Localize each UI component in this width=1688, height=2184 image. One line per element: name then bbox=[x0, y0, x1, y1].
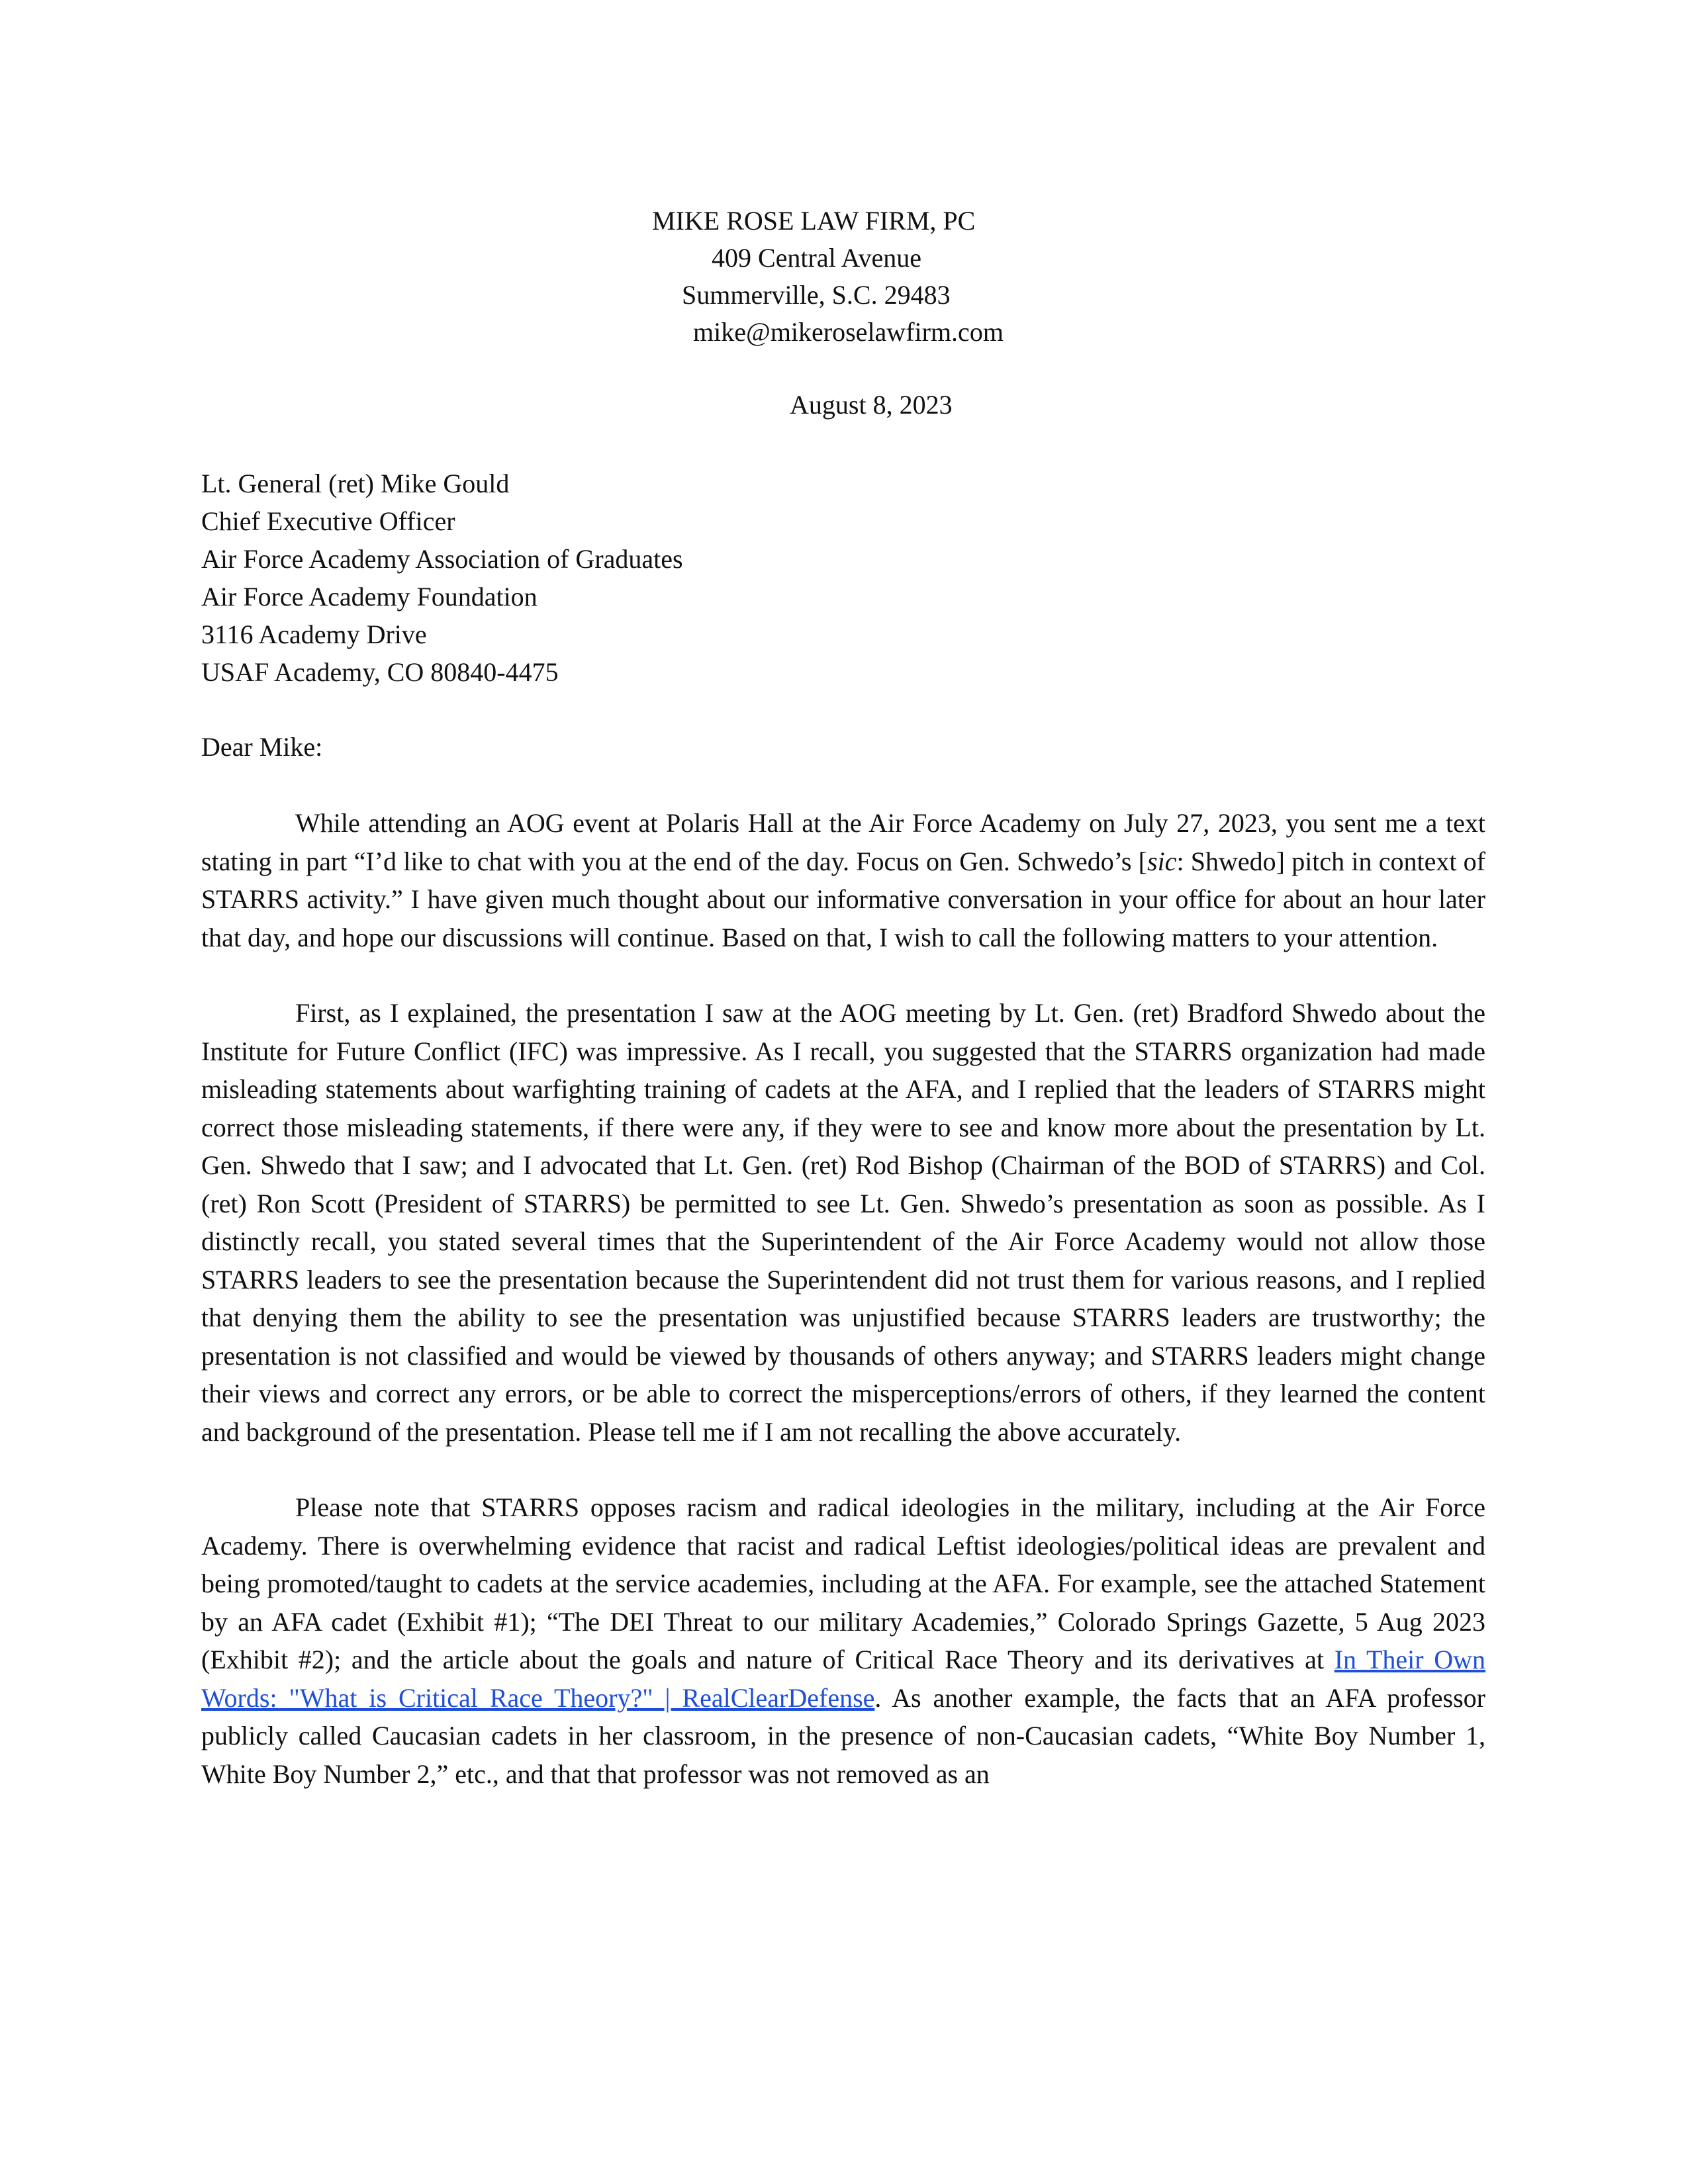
recipient-city: USAF Academy, CO 80840-4475 bbox=[201, 657, 559, 687]
recipient-organization: Air Force Academy Association of Graduates bbox=[201, 544, 683, 574]
recipient-address bbox=[201, 465, 683, 691]
paragraph-3 bbox=[201, 1488, 1485, 1793]
recipient-street: 3116 Academy Drive bbox=[201, 619, 427, 649]
firm-street: 409 Central Avenue bbox=[712, 243, 921, 273]
firm-email: mike@mikeroselawfirm.com bbox=[693, 317, 1004, 347]
sic-notation: sic bbox=[1147, 846, 1177, 876]
salutation: Dear Mike: bbox=[201, 732, 323, 762]
paragraph-1-text-b: : Shwedo] pitch in context of STARRS activity.” I have given much thought about our informative conversation in your office for about an hour later that day, and hope our discussions will continue. Based on that, I wish to call the following matters to your attention. bbox=[201, 846, 1485, 952]
recipient-name: Lt. General (ret) Mike Gould bbox=[201, 469, 510, 498]
paragraph-1 bbox=[201, 804, 1485, 956]
paragraph-2: First, as I explained, the presentation I saw at the AOG meeting by Lt. Gen. (ret) Bradford Shwedo about the Institute for Future Conflict (IFC) was impressive. As I recall, you suggested that the STARRS organization had made misleading statements about warfighting training of cadets at the AFA, and I replied that the leaders of STARRS might correct those misleading statements, if there were any, if they were to see and know more about the presentation by Lt. Gen. Shwedo that I saw; and I advocated that Lt. Gen. (ret) Rod Bishop (Chairman of the BOD of STARRS) and Col. (ret) Ron Scott (President of STARRS) be permitted to see Lt. Gen. Shwedo’s presentation as soon as possible. As I distinctly recall, you stated several times that the Superintendent of the Air Force Academy would not allow those STARRS leaders to see the presentation because the Superintendent did not trust them for various reasons, and I replied that denying them the ability to see the presentation was unjustified because STARRS leaders are trustworthy; the presentation is not classified and would be viewed by thousands of others anyway; and STARRS leaders might change their views and correct any errors, or be able to correct the misperceptions/errors of others, if they learned the content and background of the presentation. Please tell me if I am not recalling the above accurately. bbox=[201, 998, 1485, 1447]
paragraph-1-text-a: While attending an AOG event at Polaris Hall at the Air Force Academy on July 27, 2023, you sent me a text stating in part “I’d like to chat with you at the end of the day. Focus on Gen. Schwedo’s [ bbox=[201, 808, 1485, 876]
paragraph-3-text-b: . As another example, the facts that an AFA professor publicly called Caucasian cadets in her classroom, in the presence of non-Caucasian cadets, “White Boy Number 1, White Boy Number 2,” etc., and that that professor was not removed as an bbox=[201, 1682, 1485, 1789]
recipient-organization-2: Air Force Academy Foundation bbox=[201, 582, 538, 612]
firm-name: MIKE ROSE LAW FIRM, PC bbox=[652, 206, 976, 236]
letter-body bbox=[201, 804, 1485, 1831]
paragraph-3-text-a: Please note that STARRS opposes racism and radical ideologies in the military, including at the Air Force Academy. There is overwhelming evidence that racist and radical Leftist ideologies/political ideas are prevalent and being promoted/taught to cadets at the service academies, including at the AFA. For example, see the attached Statement by an AFA cadet (Exhibit #1); “The DEI Threat to our military Academies,” Colorado Springs Gazette, 5 Aug 2023 (Exhibit #2); and the article about the goals and nature of Critical Race Theory and its derivatives at bbox=[201, 1492, 1485, 1674]
recipient-title: Chief Executive Officer bbox=[201, 506, 455, 536]
firm-city: Summerville, S.C. 29483 bbox=[682, 280, 951, 310]
crt-article-link[interactable]: In Their Own Words: "What is Critical Race Theory?" | RealClearDefense bbox=[201, 1645, 1485, 1713]
letter-date: August 8, 2023 bbox=[790, 390, 953, 420]
